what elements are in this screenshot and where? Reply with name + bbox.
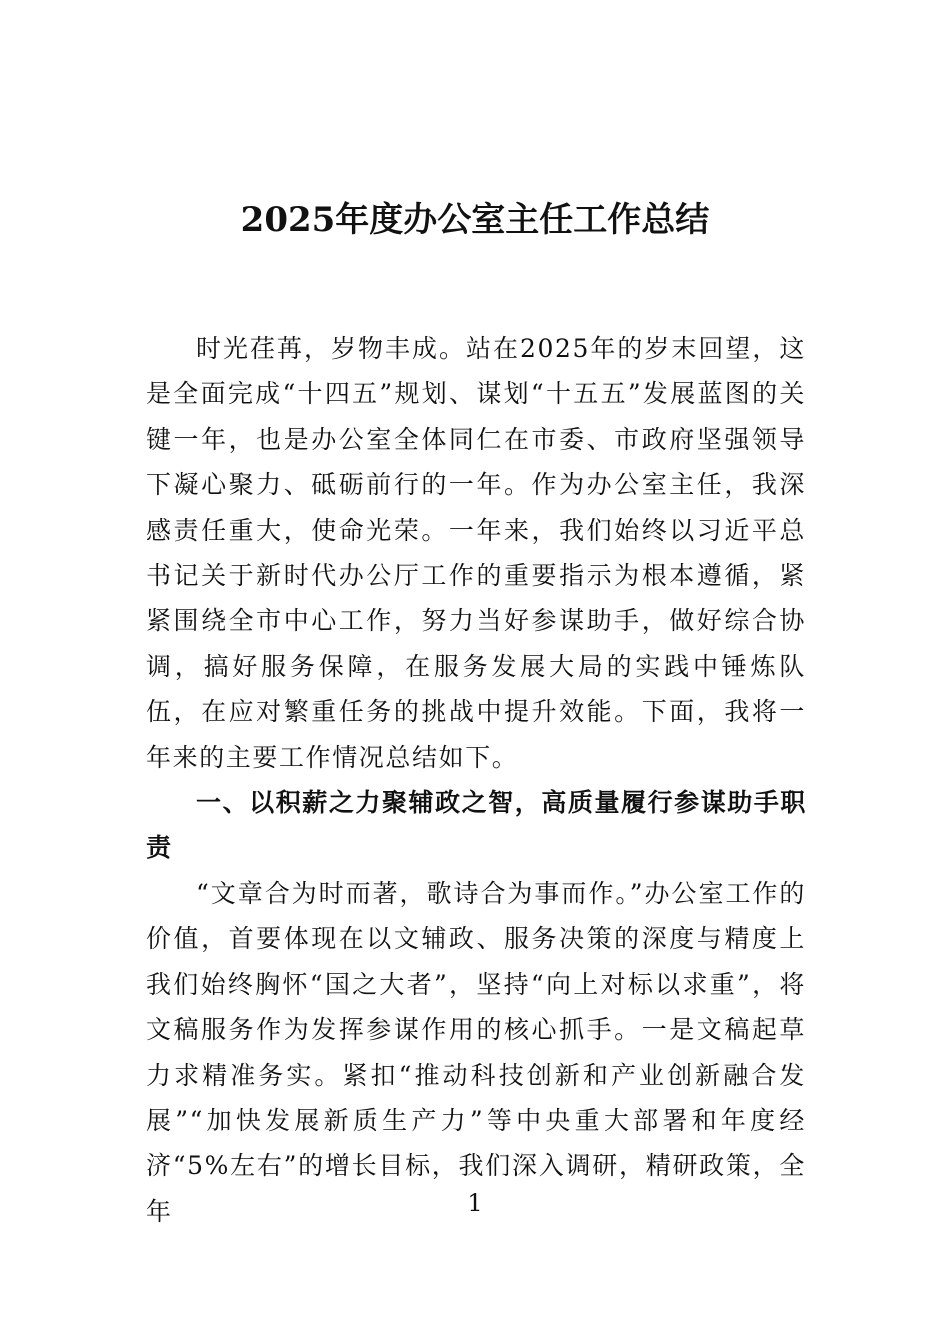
document-title: 2025年度办公室主任工作总结: [240, 200, 710, 240]
section-paragraph: “文章合为时而著，歌诗合为事而作。”办公室工作的价值，首要体现在以文辅政、服务决策的深度与精度上我们始终胸怀“国之大者”，坚持“向上对标以求重”，将文稿服务作为发挥参谋作用的核心抓手。一是文稿起草力求精准务实。紧扣“推动科技创新和产业创新融合发展”“加快发展新质生产力”等中央重大部署和年度经济“5%左右”的增长目标，我们深入调研，精研政策，全年: [146, 878, 806, 1226]
section-heading: 一、以积薪之力聚辅政之智，高质量履行参谋助手职责: [146, 788, 806, 863]
page-number: 1: [467, 1189, 483, 1217]
document-body: [146, 326, 806, 1234]
intro-paragraph: 时光荏苒，岁物丰成。站在2025年的岁末回望，这是全面完成“十四五”规划、谋划“十五五”发展蓝图的关键一年，也是办公室全体同仁在市委、市政府坚强领导下凝心聚力、砥砺前行的一年。作为办公室主任，我深感责任重大，使命光荣。一年来，我们始终以习近平总书记关于新时代办公厅工作的重要指示为根本遵循，紧紧围绕全市中心工作，努力当好参谋助手，做好综合协调，搞好服务保障，在服务发展大局的实践中锤炼队伍，在应对繁重任务的挑战中提升效能。下面，我将一年来的主要工作情况总结如下。: [146, 334, 806, 772]
